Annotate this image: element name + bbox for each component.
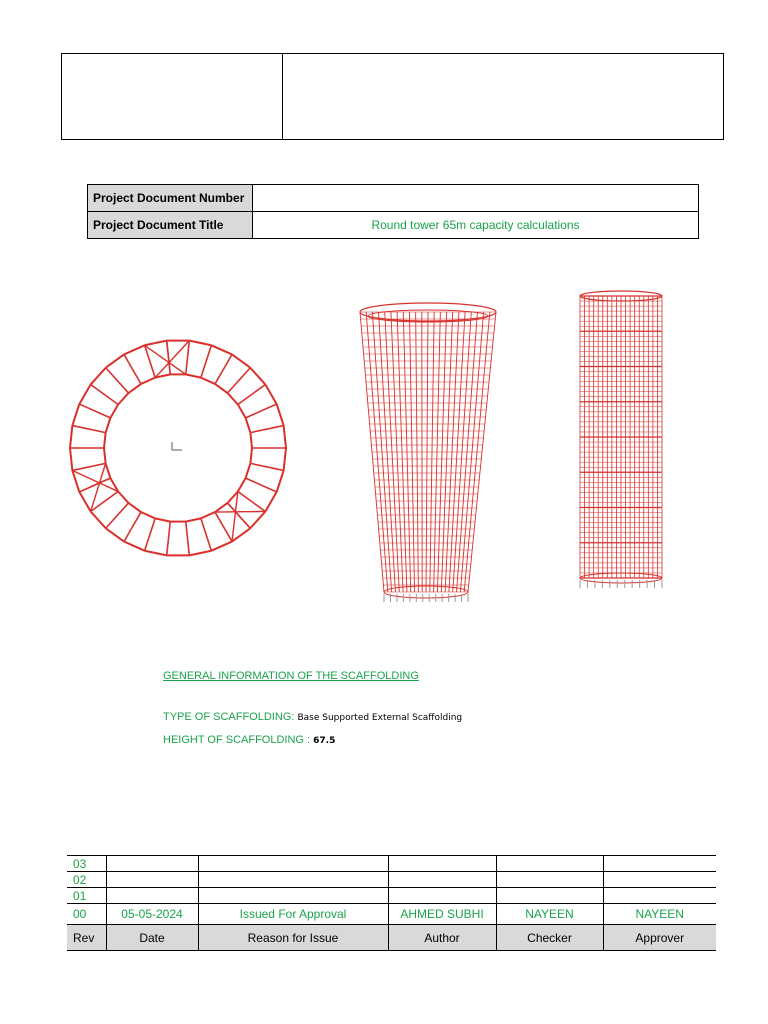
header-rev: Rev — [67, 925, 106, 951]
ring-outer-member — [145, 341, 167, 346]
ring-inner-member — [106, 418, 111, 433]
ring-outer-member — [91, 368, 106, 385]
ring-inner-member — [215, 384, 228, 393]
ring-outer-member — [189, 551, 211, 556]
ring-radial-member — [124, 354, 141, 383]
ring-outer-member — [277, 470, 284, 491]
ring-inner-member — [201, 512, 215, 518]
ring-inner-member — [104, 448, 106, 463]
scaffolding-height-label: HEIGHT OF SCAFFOLDING : — [163, 734, 311, 746]
doc-title-row — [88, 212, 699, 239]
ring-outer-member — [106, 528, 124, 541]
ring-outer-member — [232, 528, 250, 541]
ring-inner-member — [155, 518, 170, 521]
ring-radial-member — [250, 426, 283, 433]
revision-row-01 — [67, 888, 716, 904]
ring-radial-member — [228, 368, 251, 393]
ring-inner-member — [250, 433, 252, 448]
ring-inner-member — [141, 512, 155, 518]
ring-outer-member — [70, 448, 72, 470]
ring-radial-member — [72, 426, 105, 433]
ring-inner-member — [118, 393, 128, 404]
ring-outer-member — [284, 448, 286, 470]
date-cell — [106, 872, 198, 888]
ring-outer-member — [91, 511, 106, 528]
general-info-title: GENERAL INFORMATION OF THE SCAFFOLDING — [163, 670, 419, 682]
ring-inner-member — [228, 393, 238, 404]
ring-inner-member — [215, 503, 228, 512]
ring-radial-member — [250, 463, 283, 470]
header-date: Date — [106, 925, 198, 951]
ring-radial-member — [145, 518, 156, 550]
revision-row-00 — [67, 904, 716, 925]
approver-cell: NAYEEN — [603, 904, 716, 925]
scaffolding-height-line — [163, 734, 335, 746]
ring-outer-member — [145, 551, 167, 556]
approver-cell — [603, 888, 716, 904]
scaffolding-height-value: 67.5 — [313, 736, 336, 746]
ring-inner-member — [118, 491, 128, 502]
ring-inner-member — [106, 463, 111, 478]
header-author: Author — [388, 925, 496, 951]
ring-bracing-member — [232, 491, 238, 541]
reason-cell — [198, 888, 388, 904]
approver-cell — [603, 872, 716, 888]
ring-radial-member — [145, 345, 156, 377]
ring-radial-member — [167, 522, 171, 556]
ring-radial-member — [201, 518, 212, 550]
ring-outer-member — [211, 345, 232, 354]
ring-radial-member — [201, 345, 212, 377]
author-cell — [388, 856, 496, 872]
ring-radial-member — [91, 385, 119, 405]
revision-table — [67, 855, 716, 951]
ring-bracing-member — [167, 341, 171, 375]
author-cell — [388, 872, 496, 888]
ring-inner-member — [238, 478, 246, 491]
ring-outer-member — [124, 542, 145, 551]
ring-radial-member — [246, 404, 277, 418]
ring-inner-member — [250, 448, 252, 463]
ring-radial-member — [238, 491, 266, 511]
document-info-table — [87, 184, 699, 239]
ring-radial-member — [186, 522, 190, 556]
scaffolding-type-value: Base Supported External Scaffolding — [297, 713, 463, 723]
ring-bracing-member — [155, 341, 189, 378]
ring-radial-member — [238, 385, 266, 405]
ring-outer-member — [106, 354, 124, 367]
rev-cell: 01 — [67, 888, 106, 904]
ring-outer-member — [265, 385, 276, 405]
ring-outer-member — [250, 511, 265, 528]
ring-radial-member — [215, 354, 232, 383]
rev-cell: 03 — [67, 856, 106, 872]
ring-inner-member — [201, 378, 215, 384]
doc-number-value — [253, 185, 699, 212]
checker-cell — [496, 888, 603, 904]
cylindrical-tower-figure — [566, 282, 676, 600]
doc-number-row — [88, 185, 699, 212]
ring-inner-member — [141, 378, 155, 384]
ring-outer-member — [232, 354, 250, 367]
header-title-cell — [283, 54, 723, 139]
ring-inner-member — [246, 463, 251, 478]
date-cell: 05-05-2024 — [106, 904, 198, 925]
ring-radial-member — [215, 512, 232, 541]
doc-number-label: Project Document Number — [88, 185, 253, 212]
header-reason: Reason for Issue — [198, 925, 388, 951]
ring-radial-member — [79, 404, 110, 418]
reason-cell: Issued For Approval — [198, 904, 388, 925]
revision-header-row — [67, 925, 716, 951]
ring-bracing-member — [215, 511, 265, 512]
ring-inner-member — [104, 433, 106, 448]
reason-cell — [198, 856, 388, 872]
rev-cell: 02 — [67, 872, 106, 888]
checker-cell: NAYEEN — [496, 904, 603, 925]
approver-cell — [603, 856, 716, 872]
ring-inner-member — [128, 384, 141, 393]
ring-radial-member — [91, 491, 119, 511]
ring-radial-member — [124, 512, 141, 541]
revision-row-03 — [67, 856, 716, 872]
revision-row-02 — [67, 872, 716, 888]
ring-outer-member — [189, 341, 211, 346]
ring-radial-member — [246, 478, 277, 492]
tapered-tower-figure — [350, 270, 508, 615]
ring-bracing-member — [228, 503, 251, 528]
author-cell: AHMED SUBHI — [388, 904, 496, 925]
doc-title-value: Round tower 65m capacity calculations — [253, 212, 699, 239]
ring-inner-member — [238, 405, 246, 418]
ring-outer-member — [124, 345, 145, 354]
ring-outer-member — [284, 426, 286, 448]
scaffolding-type-line — [163, 711, 462, 723]
ring-bracing-member — [145, 345, 186, 374]
scaffolding-type-label: TYPE OF SCAFFOLDING: — [163, 711, 295, 723]
ring-outer-member — [211, 542, 232, 551]
doc-title-label: Project Document Title — [88, 212, 253, 239]
ring-plan-view-figure — [52, 320, 304, 576]
reason-cell — [198, 872, 388, 888]
ring-radial-member — [72, 463, 105, 470]
author-cell — [388, 888, 496, 904]
ring-radial-member — [106, 368, 129, 393]
ring-outer-member — [277, 404, 284, 425]
ring-outer-member — [250, 368, 265, 385]
ring-bracing-member — [91, 463, 106, 511]
checker-cell — [496, 856, 603, 872]
ring-inner-member — [110, 405, 118, 418]
ring-inner-member — [246, 418, 251, 433]
ring-outer-member — [72, 404, 79, 425]
ring-inner-member — [186, 518, 201, 521]
date-cell — [106, 856, 198, 872]
ring-radial-member — [106, 503, 129, 528]
header-logo-cell — [62, 54, 283, 139]
ring-outer-member — [79, 492, 90, 512]
checker-cell — [496, 872, 603, 888]
ring-radial-member — [186, 341, 190, 375]
rev-cell: 00 — [67, 904, 106, 925]
date-cell — [106, 888, 198, 904]
header-box — [61, 53, 724, 140]
ring-outer-member — [70, 426, 72, 448]
ring-inner-member — [186, 374, 201, 377]
ring-inner-member — [128, 503, 141, 512]
header-checker: Checker — [496, 925, 603, 951]
header-approver: Approver — [603, 925, 716, 951]
ring-outer-member — [265, 492, 276, 512]
ring-outer-member — [79, 385, 90, 405]
